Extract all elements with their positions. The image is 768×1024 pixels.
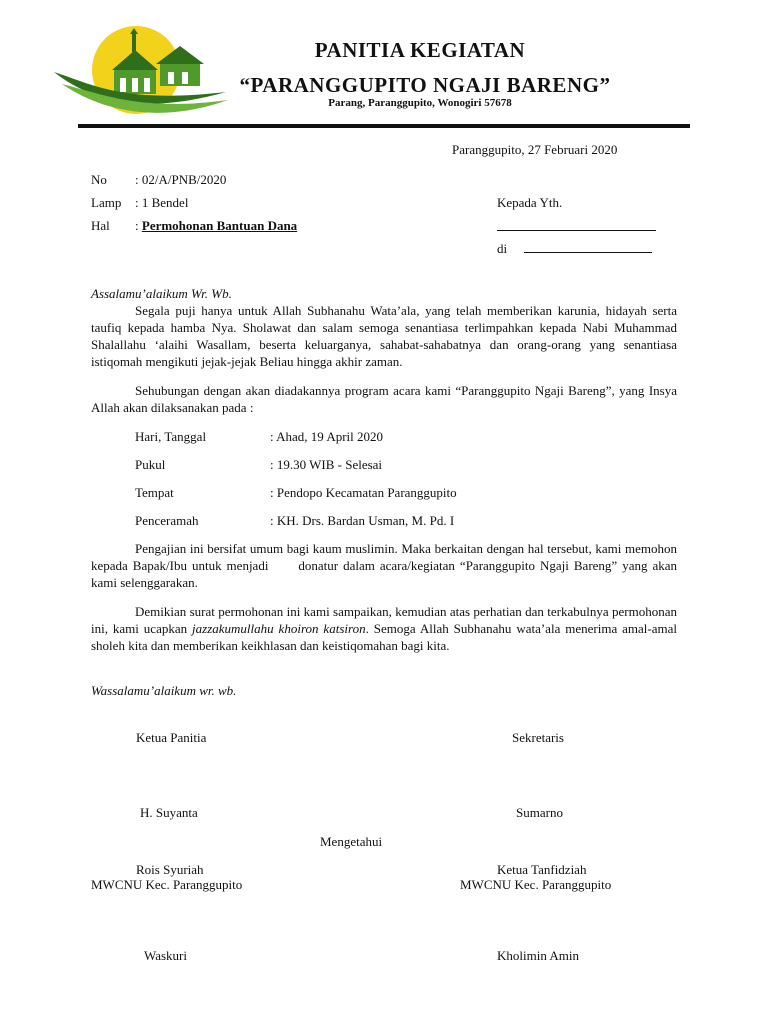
detail-label: Tempat [135,485,174,500]
paragraph-1: Segala puji hanya untuk Allah Subhanahu Wata’ala, yang telah memberikan karunia, hidayah serta taufiq kepada hamba Nya. Sholawat dan salam semoga senantiasa terlimpahkan kepada Nabi Muhammad Shalallahu ‘alaihi Wasallam, beserta keluarganya, sahabat-sahabatnya dan orang-orang yang senantiasa istiqomah mengikuti jejak-jejak Beliau hingga akhir zaman. [91,303,677,369]
sekretaris-name: Sumarno [516,805,563,820]
location-blank-line [524,240,652,253]
paragraph-4-text-b: . Semoga Allah Subhanahu wata’ala menerima amal-amal sholeh kita dan memberikan keikhlasan dan keistiqomahan bagi kita. [91,621,678,653]
hal-colon: : [135,218,142,233]
hal-value: Permohonan Bantuan Dana [141,218,298,233]
mosque-logo [52,24,228,120]
detail-value: : Ahad, 19 April 2020 [270,429,384,444]
di-label: di [497,241,508,256]
detail-label: Penceramah [135,513,199,528]
paragraph-4-text-a: Demikian surat permohonan ini kami sampaikan, kemudian atas perhatian dan terkabulnya permohonan ini, kami ucapkan [91,604,677,636]
paragraph-4-italic: jazzakumullahu khoiron katsiron [192,621,366,636]
tanfidziah-org: MWCNU Kec. Paranggupito [460,877,612,892]
header-divider [78,124,690,128]
ketua-panitia-title: Ketua Panitia [136,730,207,745]
paragraph-4 [91,603,677,654]
detail-value: : Pendopo Kecamatan Paranggupito [270,485,457,500]
no-label: No [91,172,107,187]
mengetahui-label: Mengetahui [320,834,383,849]
letterhead-title: PANITIA KEGIATAN [314,38,526,62]
tanfidziah-title: Ketua Tanfidziah [497,862,587,877]
detail-label: Hari, Tanggal [135,429,207,444]
detail-label: Pukul [135,457,166,472]
no-value: : 02/A/PNB/2020 [135,172,227,187]
letterhead-address: Parang, Paranggupito, Wonogiri 57678 [328,97,512,109]
hal-line [135,217,297,234]
paragraph-3: Pengajian ini bersifat umum bagi kaum muslimin. Maka berkaitan dengan hal tersebut, kami memohon kepada Bapak/Ibu untuk menjadi donatur dalam acara/kegiatan “Paranggupito Ngaji Bareng” yang akan kami selenggarakan. [91,541,681,590]
letterhead-event-name: “PARANGGUPITO NGAJI BARENG” [239,73,611,97]
rois-syuriah-org: MWCNU Kec. Paranggupito [91,877,243,892]
kepada-label: Kepada Yth. [497,195,563,210]
date-place: Paranggupito, 27 Februari 2020 [452,142,618,157]
detail-value: : 19.30 WIB - Selesai [270,457,383,472]
ketua-panitia-name: H. Suyanta [140,805,198,820]
sekretaris-title: Sekretaris [512,730,564,745]
addressee-blank-line [497,218,656,231]
paragraph-2: Sehubungan dengan akan diadakannya program acara kami “Paranggupito Ngaji Bareng”, yang Insya Allah akan dilaksanakan pada : [91,383,677,415]
salam-closing: Wassalamu’alaikum wr. wb. [91,683,237,698]
rois-syuriah-title: Rois Syuriah [136,862,204,877]
rois-syuriah-name: Waskuri [144,948,187,963]
tanfidziah-name: Kholimin Amin [497,948,579,963]
salam-opening: Assalamu’alaikum Wr. Wb. [91,286,232,301]
hal-label: Hal [91,218,110,233]
detail-value: : KH. Drs. Bardan Usman, M. Pd. I [270,513,455,528]
lamp-value: : 1 Bendel [135,195,189,210]
lamp-label: Lamp [91,195,122,210]
